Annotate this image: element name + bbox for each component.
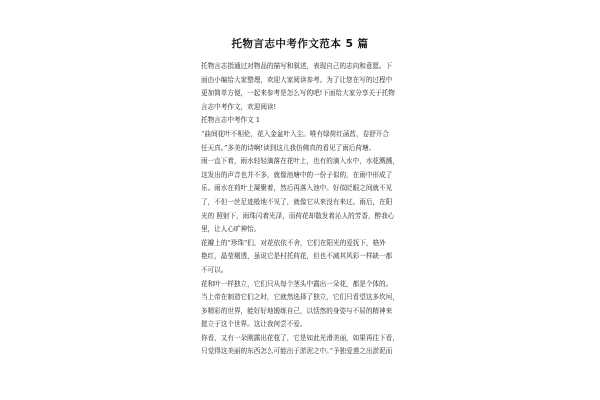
- body-line: 花和叶一样独立，它们只从每个茎头中露出一朵花，都是个体的。: [201, 279, 393, 288]
- body-line: 了，不但一丝足迹般地不见了，就像它从来没有来过。雨后，在阳: [201, 197, 393, 206]
- section-heading: 托物言志中考作文 1: [201, 116, 261, 125]
- body-line: 当上帝在制造它们之时，它就然选择了独立，它们只看望这多坎坷，: [201, 293, 399, 302]
- body-line: 你看，又有一朵刚露出花苞了，它是如此光滑美丽，如果再往下看，: [201, 333, 399, 342]
- body-line: 多精彩的世界，能好好地锻练自己，以恬然的身姿与不屈的精神来: [201, 306, 393, 315]
- body-line: 这发出的声音也并不多，就像池塘中的一份子似的，在雨中形成了: [201, 170, 393, 179]
- body-line: 任天真。”多美的诗啊!读到这儿我仿佛真的看见了雨后荷塘。: [201, 143, 376, 152]
- body-line: 托物言志指通过对物品的描写和叙述，表现自己的志向和意愿。下: [201, 62, 393, 70]
- body-line: 光的 照射下，雨珠闪着光泽，而荷花却散发着沁人的芳香，醉我心: [201, 211, 395, 220]
- body-line: 不可以。: [201, 265, 228, 274]
- body-line: 艳红，晶莹剔透，虽说它是村托荷花，但也不减其风彩一样缺一都: [201, 252, 393, 261]
- body-line: 面由小编给大家整理，欢迎大家阅读参考。为了让您在写的过程中: [201, 75, 393, 84]
- body-line: 花瓣上的“珍珠”们，对花依依不舍，它们在阳光的爱抚下，格外: [201, 238, 386, 247]
- body-line: 乐。雨水在荷叶上凝聚着，然后再落入池中。好似眨眼之间就不见: [201, 184, 393, 193]
- body-line: 挺立于这个世界。这让我何尝不爱。: [201, 320, 307, 329]
- document-body: [201, 60, 400, 359]
- body-line: 更加简单方便，一起来参考是怎么写的吧!下面给大家分享关于托物: [201, 89, 395, 98]
- body-line: 言志中考作文，欢迎阅读!: [201, 102, 277, 111]
- document-title: 托物言志中考作文范本 5 篇: [231, 38, 369, 50]
- body-line: 雨一直下着，雨水轻轻滴落在花叶上，也有的滴入水中，水花溅溅，: [201, 157, 399, 166]
- body-line: 只觉得这美丽的东西怎么可能出于淤泥之中。”予独爱莲之出淤泥而: [201, 347, 393, 356]
- body-line: “曲间花叶不相伦，花入金盆叶入尘。唯有绿荷红菡萏，卷舒开合: [201, 129, 389, 138]
- body-line: 里，让人心旷神怡。: [201, 225, 261, 234]
